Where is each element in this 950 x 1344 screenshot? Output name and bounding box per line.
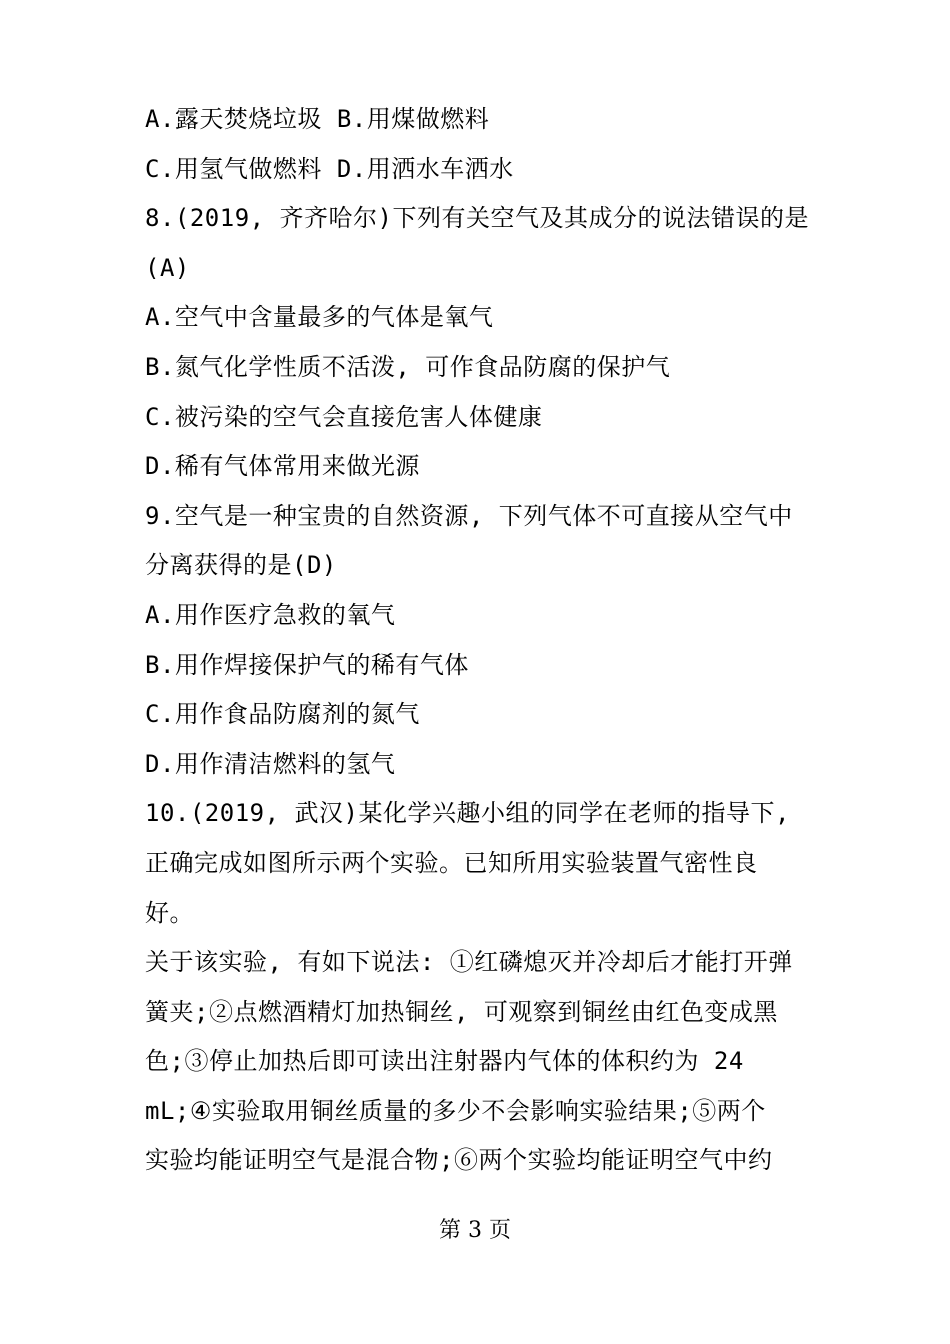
question-8-option-d: D.稀有气体常用来做光源 — [145, 452, 420, 481]
question-8-option-c: C.被污染的空气会直接危害人体健康 — [145, 402, 543, 431]
question-10-stem-cont: 好。 — [145, 898, 194, 927]
question-8-stem: 8.(2019, 齐齐哈尔)下列有关空气及其成分的说法错误的是 — [145, 204, 809, 233]
question-9-option-a: A.用作医疗急救的氧气 — [145, 600, 396, 629]
question-9-option-c: C.用作食品防腐剂的氮气 — [145, 700, 420, 729]
page-number: 第 3 页 — [439, 1218, 511, 1243]
text-line: A.露天焚烧垃圾 B.用煤做燃料 — [145, 105, 490, 133]
question-10-statements: 实验均能证明空气是混合物;⑥两个实验均能证明空气中约 — [145, 1146, 773, 1175]
question-10-statements: 关于该实验, 有如下说法: ①红磷熄灭并冷却后才能打开弹 — [145, 948, 793, 977]
question-10-statements: mL;④实验取用铜丝质量的多少不会影响实验结果;⑤两个 — [145, 1096, 766, 1125]
question-10-stem-cont: 正确完成如图所示两个实验。已知所用实验装置气密性良 — [145, 848, 758, 877]
question-8-option-a: A.空气中含量最多的气体是氧气 — [145, 303, 494, 332]
document-body — [145, 95, 810, 1186]
question-9-stem: 9.空气是一种宝贵的自然资源, 下列气体不可直接从空气中 — [145, 501, 793, 530]
question-9-stem-cont: 分离获得的是(D) — [145, 551, 337, 580]
question-10-stem: 10.(2019, 武汉)某化学兴趣小组的同学在老师的指导下, — [145, 799, 790, 828]
question-10-statements: 色;③停止加热后即可读出注射器内气体的体积约为 24 — [145, 1047, 744, 1076]
text-line: C.用氢气做燃料 D.用洒水车洒水 — [145, 154, 514, 183]
question-8-option-b: B.氮气化学性质不活泼, 可作食品防腐的保护气 — [145, 352, 671, 381]
question-8-answer: (A) — [145, 253, 190, 282]
question-9-option-d: D.用作清洁燃料的氢气 — [145, 749, 396, 778]
question-10-statements: 簧夹;②点燃酒精灯加热铜丝, 可观察到铜丝由红色变成黑 — [145, 997, 778, 1026]
question-9-option-b: B.用作焊接保护气的稀有气体 — [145, 650, 469, 679]
